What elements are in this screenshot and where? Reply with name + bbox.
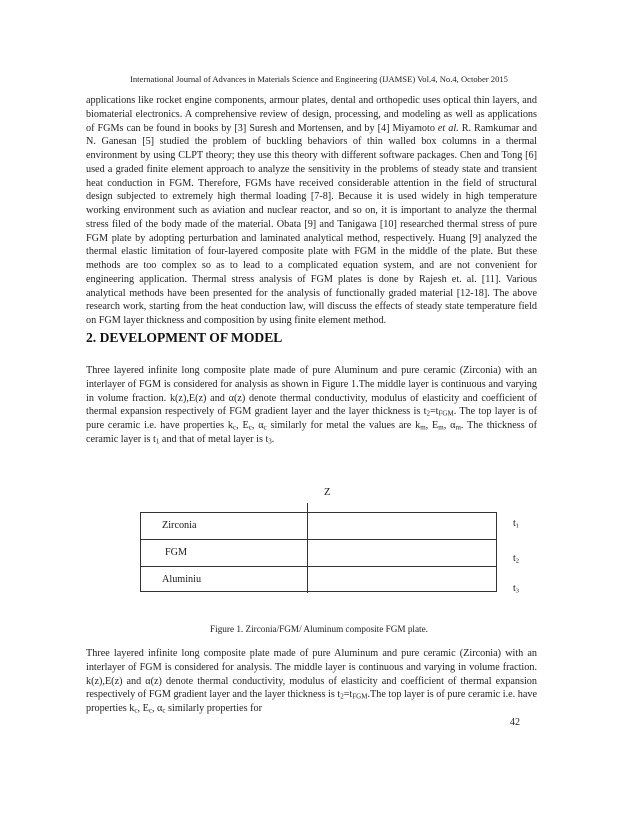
thickness-sub: 1 [515, 522, 520, 530]
et-al-text: et al. [437, 122, 459, 134]
repeat-text: =t [343, 689, 353, 701]
thickness-sub: 2 [515, 557, 520, 565]
model-paragraph [86, 364, 537, 447]
repeat-paragraph [86, 647, 537, 716]
thickness-base: t [513, 518, 516, 529]
intro-text-1: applications like rocket engine components, armour plates, dental and orthopedic uses optical thin layers, and biomaterial electronics. A comprehensive review of design, processing, and modeling as well as applications of FGMs can be found in books by [3] Suresh and Mortensen, and by [4] Miyamoto [86, 95, 537, 134]
model-text: , α [251, 420, 264, 431]
model-text: , E [236, 420, 249, 431]
repeat-text: similarly properties for [165, 703, 262, 714]
subscript: FGM [438, 409, 454, 418]
subscript: c [263, 423, 267, 432]
layer-divider [141, 566, 496, 567]
model-text: , α [443, 420, 456, 431]
intro-paragraph [86, 94, 537, 328]
thickness-sub: 3 [515, 587, 520, 595]
layer-label-zirconia: Zirconia [162, 520, 197, 531]
subscript: c [233, 423, 237, 432]
plate-diagram [140, 512, 497, 592]
model-text: . The thickness of ceramic layer is t [86, 420, 537, 445]
model-text: , E [425, 420, 439, 431]
subscript: m [438, 423, 444, 432]
model-text: . The top layer is of pure ceramic i.e. have properties k [86, 406, 537, 431]
thickness-label-t2 [513, 553, 519, 565]
subscript: FGM [352, 692, 368, 701]
subscript: c [248, 423, 252, 432]
repeat-text: , E [137, 703, 149, 714]
subscript: m [420, 423, 426, 432]
page-number: 42 [510, 717, 520, 728]
thickness-base: t [513, 583, 516, 594]
intro-text-2: R. Ramkumar and N. Ganesan [5] studied the problem of buckling behaviors of thin walled box columns in a thermal environment by using CLPT theory; they use this theory with different software packages. Chen and Tong [6] used a graded finite element approach to analyze the sensitivity in the problems of steady state and transient heat conduction in FGM. Therefore, FGMs have received considerable attention in the field of structural design subjected to extremely high thermal loading [7-8]. Because it is used widely in high temperature working environment such as aviation and nuclear reactor, and so on, it is important to analyze the thermal stress filed of the body made of the material. Obata [9] and Tanigawa [10] researched thermal stress of pure FGM plate by adopting perturbation and laminated analytical method, respectively. Huang [9] analyzed the thermal elastic limitation of four-layered composite plate with FGM in the middle of the plate. But these methods are too complex so as to lead to a complicated equation system, and are not convenient for engineering application. Thermal stress analysis of FGM plates is done by Rajesh et. al. [11]. Various analytical methods have been presented for the analysis of functionally graded material [12-18]. The above research work, starting from the heat conduction law, will discuss the effects of steady state temperature field on FGM layer thickness and composition by using finite element method. [86, 122, 537, 326]
layer-label-fgm: FGM [165, 547, 188, 558]
thickness-label-t1 [513, 518, 519, 530]
model-text: similarly for metal the values are k [266, 420, 421, 431]
running-header: International Journal of Advances in Materials Science and Engineering (IJAMSE) Vol.4, No.4, October 2015 [130, 74, 508, 84]
subscript: c [148, 706, 152, 715]
subscript: c [134, 706, 138, 715]
subscript: 2 [340, 692, 344, 701]
subscript: c [162, 706, 166, 715]
z-axis-line [307, 503, 308, 593]
layer-divider [141, 539, 496, 540]
model-text: . [271, 433, 275, 445]
layer-label-aluminium: Aluminiu [162, 574, 202, 585]
subscript: 3 [268, 437, 272, 446]
z-axis-label: Z [324, 487, 331, 498]
section-heading: 2. DEVELOPMENT OF MODEL [86, 330, 283, 345]
repeat-text: Three layered infinite long composite plate made of pure Aluminum and pure ceramic (Zirconia) with an interlayer of FGM is considered for analysis. The middle layer is continuous and varying in volume fraction. k(z),E(z) and α(z) denote thermal conductivity, modulus of elasticity and coefficient of thermal expansion respectively of FGM gradient layer and the layer thickness is t [86, 648, 537, 701]
repeat-text: , α [151, 703, 163, 714]
subscript: m [455, 423, 461, 432]
model-text: =t [429, 406, 439, 418]
figure-composite-plate [140, 487, 540, 619]
thickness-label-t3 [513, 583, 519, 595]
repeat-text: .The top layer is of pure ceramic i.e. have properties k [86, 689, 537, 714]
subscript: 1 [155, 437, 160, 446]
model-text: and that of metal layer is t [159, 433, 269, 445]
figure-caption: Figure 1. Zirconia/FGM/ Aluminum composite FGM plate. [210, 624, 428, 634]
model-text: Three layered infinite long composite plate made of pure Aluminum and pure ceramic (Zirconia) with an interlayer of FGM is considered for analysis as shown in Figure 1.The middle layer is continuous and varying in volume fraction. k(z),E(z) and α(z) denote thermal conductivity, modulus of elasticity and coefficient of thermal expansion respectively of FGM gradient layer and the layer thickness is t [86, 365, 537, 418]
subscript: 2 [426, 409, 430, 418]
thickness-base: t [513, 553, 516, 564]
